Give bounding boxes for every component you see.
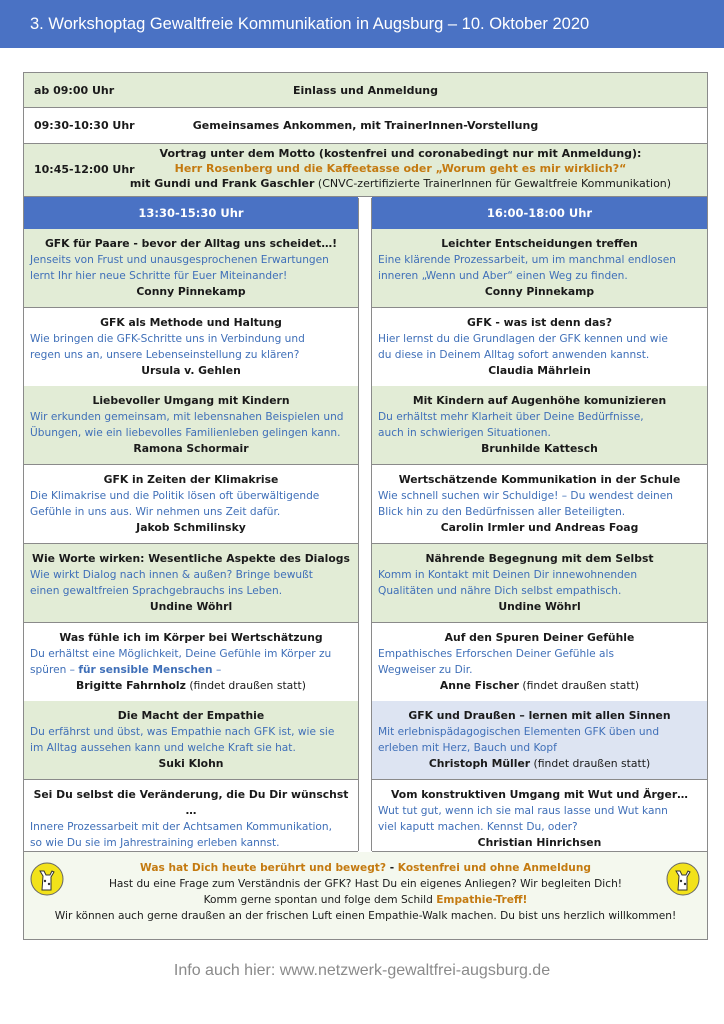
workshop-description: Wie bringen die GFK-Schritte uns in Verbindung und: [30, 333, 305, 345]
workshop-description: Du erhältst eine Möglichkeit, Deine Gefühle im Körper zu: [30, 648, 332, 660]
info-link[interactable]: Info auch hier: www.netzwerk-gewaltfrei-augsburg.de: [173, 962, 551, 979]
workshop-description: so wie Du sie im Jahrestraining erleben kannst.: [30, 837, 280, 849]
workshop-card: [24, 465, 358, 544]
footer-line-3: Komm gerne spontan und folge dem Schild Empathie-Treff!: [203, 894, 528, 906]
workshop-card: [24, 308, 358, 387]
workshop-speaker: Christian Hinrichsen: [477, 836, 602, 849]
workshop-description: Wir erkunden gemeinsam, mit lebensnahen Beispielen und: [30, 411, 344, 423]
workshop-description: Komm in Kontakt mit Deinen Dir innewohnenden: [378, 569, 638, 581]
workshop-description: Die Klimakrise und die Politik lösen oft überwältigende: [30, 490, 320, 502]
row-title: Einlass und Anmeldung: [292, 84, 439, 97]
workshop-card: [24, 701, 358, 780]
workshop-description: einen gewaltfreien Sprachgebrauchs ins Leben.: [30, 585, 283, 597]
workshop-description: lernt Ihr hier neue Schritte für Euer Miteinander!: [30, 270, 288, 282]
workshop-card: [24, 623, 358, 702]
workshop-speaker: Undine Wöhrl: [149, 600, 233, 613]
workshop-speaker: Conny Pinnekamp: [136, 285, 246, 298]
workshop-title: Leichter Entscheidungen treffen: [441, 237, 638, 250]
workshop-description: Gefühle in uns aus. Wir nehmen uns Zeit dafür.: [30, 506, 281, 518]
workshop-title: GFK - was ist denn das?: [467, 316, 612, 329]
workshop-description: inneren „Wenn und Aber“ einen Weg zu finden.: [378, 270, 628, 282]
workshop-speaker: Brigitte Fahrnholz (findet draußen statt): [76, 679, 306, 692]
workshop-description: Übungen, wie ein liebevolles Familienleben gelingen kann.: [30, 427, 341, 439]
workshop-card: [372, 465, 707, 544]
workshop-description: Wut tut gut, wenn ich sie mal raus lasse und Wut kann: [378, 805, 668, 817]
footer-line-4: Wir können auch gerne draußen an der frischen Luft einen Empathie-Walk machen. Du bist uns herzlich willkommen!: [54, 910, 677, 922]
workshop-card: [372, 623, 707, 702]
workshop-description: Wie schnell suchen wir Schuldige! – Du wendest deinen: [378, 490, 673, 502]
talk-motto: Vortrag unter dem Motto (kostenfrei und coronabedingt nur mit Anmeldung):: [159, 147, 642, 160]
workshop-speaker: Suki Klohn: [158, 757, 224, 770]
workshop-speaker: Christoph Müller (findet draußen statt): [428, 757, 651, 770]
workshop-description: Du erhältst mehr Klarheit über Deine Bedürfnisse,: [378, 411, 644, 423]
workshop-card: [24, 780, 358, 852]
talk-title: Herr Rosenberg und die Kaffeetasse oder „Worum geht es mir wirklich?“: [174, 162, 627, 175]
workshop-description: regen uns an, unsere Lebenseinstellung zu klären?: [30, 349, 300, 361]
workshop-title: GFK als Methode und Haltung: [100, 316, 282, 329]
workshop-description: viel kaputt machen. Kennst Du, oder?: [378, 821, 578, 833]
evening-header: 16:00-18:00 Uhr: [372, 197, 707, 229]
workshop-title: Auf den Spuren Deiner Gefühle: [444, 631, 635, 644]
giraffe-icon: [30, 862, 64, 896]
workshop-description: Eine klärende Prozessarbeit, um im manchmal endlosen: [378, 254, 676, 266]
page-header: [0, 0, 724, 48]
workshop-speaker: Conny Pinnekamp: [484, 285, 595, 298]
workshop-description: Wie wirkt Dialog nach innen & außen? Bringe bewußt: [30, 569, 313, 581]
workshop-description: auch in schwierigen Situationen.: [378, 427, 551, 439]
workshop-title: Was fühle ich im Körper bei Wertschätzung: [59, 631, 323, 644]
workshop-speaker: Anne Fischer (findet draußen statt): [439, 679, 640, 692]
workshop-card: [24, 229, 358, 308]
workshop-description: Mit erlebnispädagogischen Elementen GFK üben und: [378, 726, 660, 738]
afternoon-header: 13:30-15:30 Uhr: [24, 197, 358, 229]
workshop-description: Wegweiser zu Dir.: [378, 664, 473, 676]
page-title: 3. Workshoptag Gewaltfreie Kommunikation in Augsburg – 10. Oktober 2020: [30, 14, 590, 33]
workshop-card: [24, 544, 358, 623]
workshop-speaker: Undine Wöhrl: [498, 600, 581, 613]
workshop-title: Mit Kindern auf Augenhöhe komunizieren: [412, 394, 667, 407]
workshop-description: Innere Prozessarbeit mit der Achtsamen Kommunikation,: [30, 821, 332, 833]
workshop-card: [372, 544, 707, 623]
workshop-title: Sei Du selbst die Veränderung, die Du Dir wünschst …: [33, 788, 349, 817]
workshop-description: Blick hin zu den Bedürfnissen aller Beteiligten.: [378, 506, 626, 518]
workshop-card: [372, 701, 707, 780]
workshop-description: spüren – für sensible Menschen –: [30, 664, 222, 676]
row-time: ab 09:00 Uhr: [34, 84, 115, 97]
workshop-description: Hier lernst du die Grundlagen der GFK kennen und wie: [378, 333, 668, 345]
workshop-description: Jenseits von Frust und unausgesprochenen Erwartungen: [30, 254, 329, 266]
workshop-speaker: Jakob Schmilinsky: [136, 521, 246, 534]
row-time: 09:30-10:30 Uhr: [34, 119, 135, 132]
workshop-title: Liebevoller Umgang mit Kindern: [92, 394, 290, 407]
workshop-title: Wie Worte wirken: Wesentliche Aspekte des Dialogs: [32, 552, 350, 565]
workshop-description: Qualitäten und nähre Dich selbst empathisch.: [378, 585, 622, 597]
workshop-description: Du erfährst und übst, was Empathie nach GFK ist, wie sie: [30, 726, 335, 738]
footer-box: [24, 852, 707, 939]
workshop-description: im Alltag aussehen kann und welche Kraft sie hat.: [30, 742, 296, 754]
schedule-row-arrival: [24, 108, 707, 144]
footer-line-2: Hast du eine Frage zum Verständnis der GFK? Hast Du ein eigenes Anliegen? Wir begleiten Dich!: [108, 878, 623, 890]
workshop-card: [372, 308, 707, 387]
schedule-row-entry: [24, 73, 707, 108]
workshop-speaker: Brunhilde Kattesch: [481, 442, 598, 455]
workshop-card: [372, 780, 707, 852]
workshop-title: GFK und Draußen – lernen mit allen Sinnen: [408, 709, 671, 722]
workshop-description: du diese in Deinem Alltag sofort anwenden kannst.: [378, 349, 650, 361]
column-divider: [358, 198, 359, 851]
giraffe-icon: [666, 862, 700, 896]
workshop-card: [24, 386, 358, 465]
workshop-speaker: Ursula v. Gehlen: [141, 364, 241, 377]
workshop-title: Wertschätzende Kommunikation in der Schule: [398, 473, 681, 486]
workshop-speaker: Carolin Irmler und Andreas Foag: [440, 521, 639, 534]
footer-line-1: Was hat Dich heute berührt und bewegt? - Kostenfrei und ohne Anmeldung: [140, 862, 591, 874]
workshop-title: GFK in Zeiten der Klimakrise: [103, 473, 279, 486]
workshop-speaker: Ramona Schormair: [133, 442, 249, 455]
workshop-title: GFK für Paare - bevor der Alltag uns scheidet…!: [44, 237, 338, 250]
workshop-description: erleben mit Herz, Bauch und Kopf: [378, 742, 557, 754]
row-title: Gemeinsames Ankommen, mit TrainerInnen-Vorstellung: [192, 119, 539, 132]
talk-speakers: mit Gundi und Frank Gaschler (CNVC-zertifizierte TrainerInnen für Gewaltfreie Kommunikation): [129, 177, 672, 190]
workshop-speaker: Claudia Mährlein: [488, 364, 591, 377]
workshop-title: Vom konstruktiven Umgang mit Wut und Ärger…: [391, 788, 688, 801]
workshop-title: Die Macht der Empathie: [117, 709, 265, 722]
workshop-description: Empathisches Erforschen Deiner Gefühle als: [378, 648, 615, 660]
workshop-card: [372, 229, 707, 308]
schedule-row-talk: [24, 144, 707, 197]
workshop-card: [372, 386, 707, 465]
workshop-title: Nährende Begegnung mit dem Selbst: [425, 552, 654, 565]
row-time: 10:45-12:00 Uhr: [34, 163, 135, 176]
